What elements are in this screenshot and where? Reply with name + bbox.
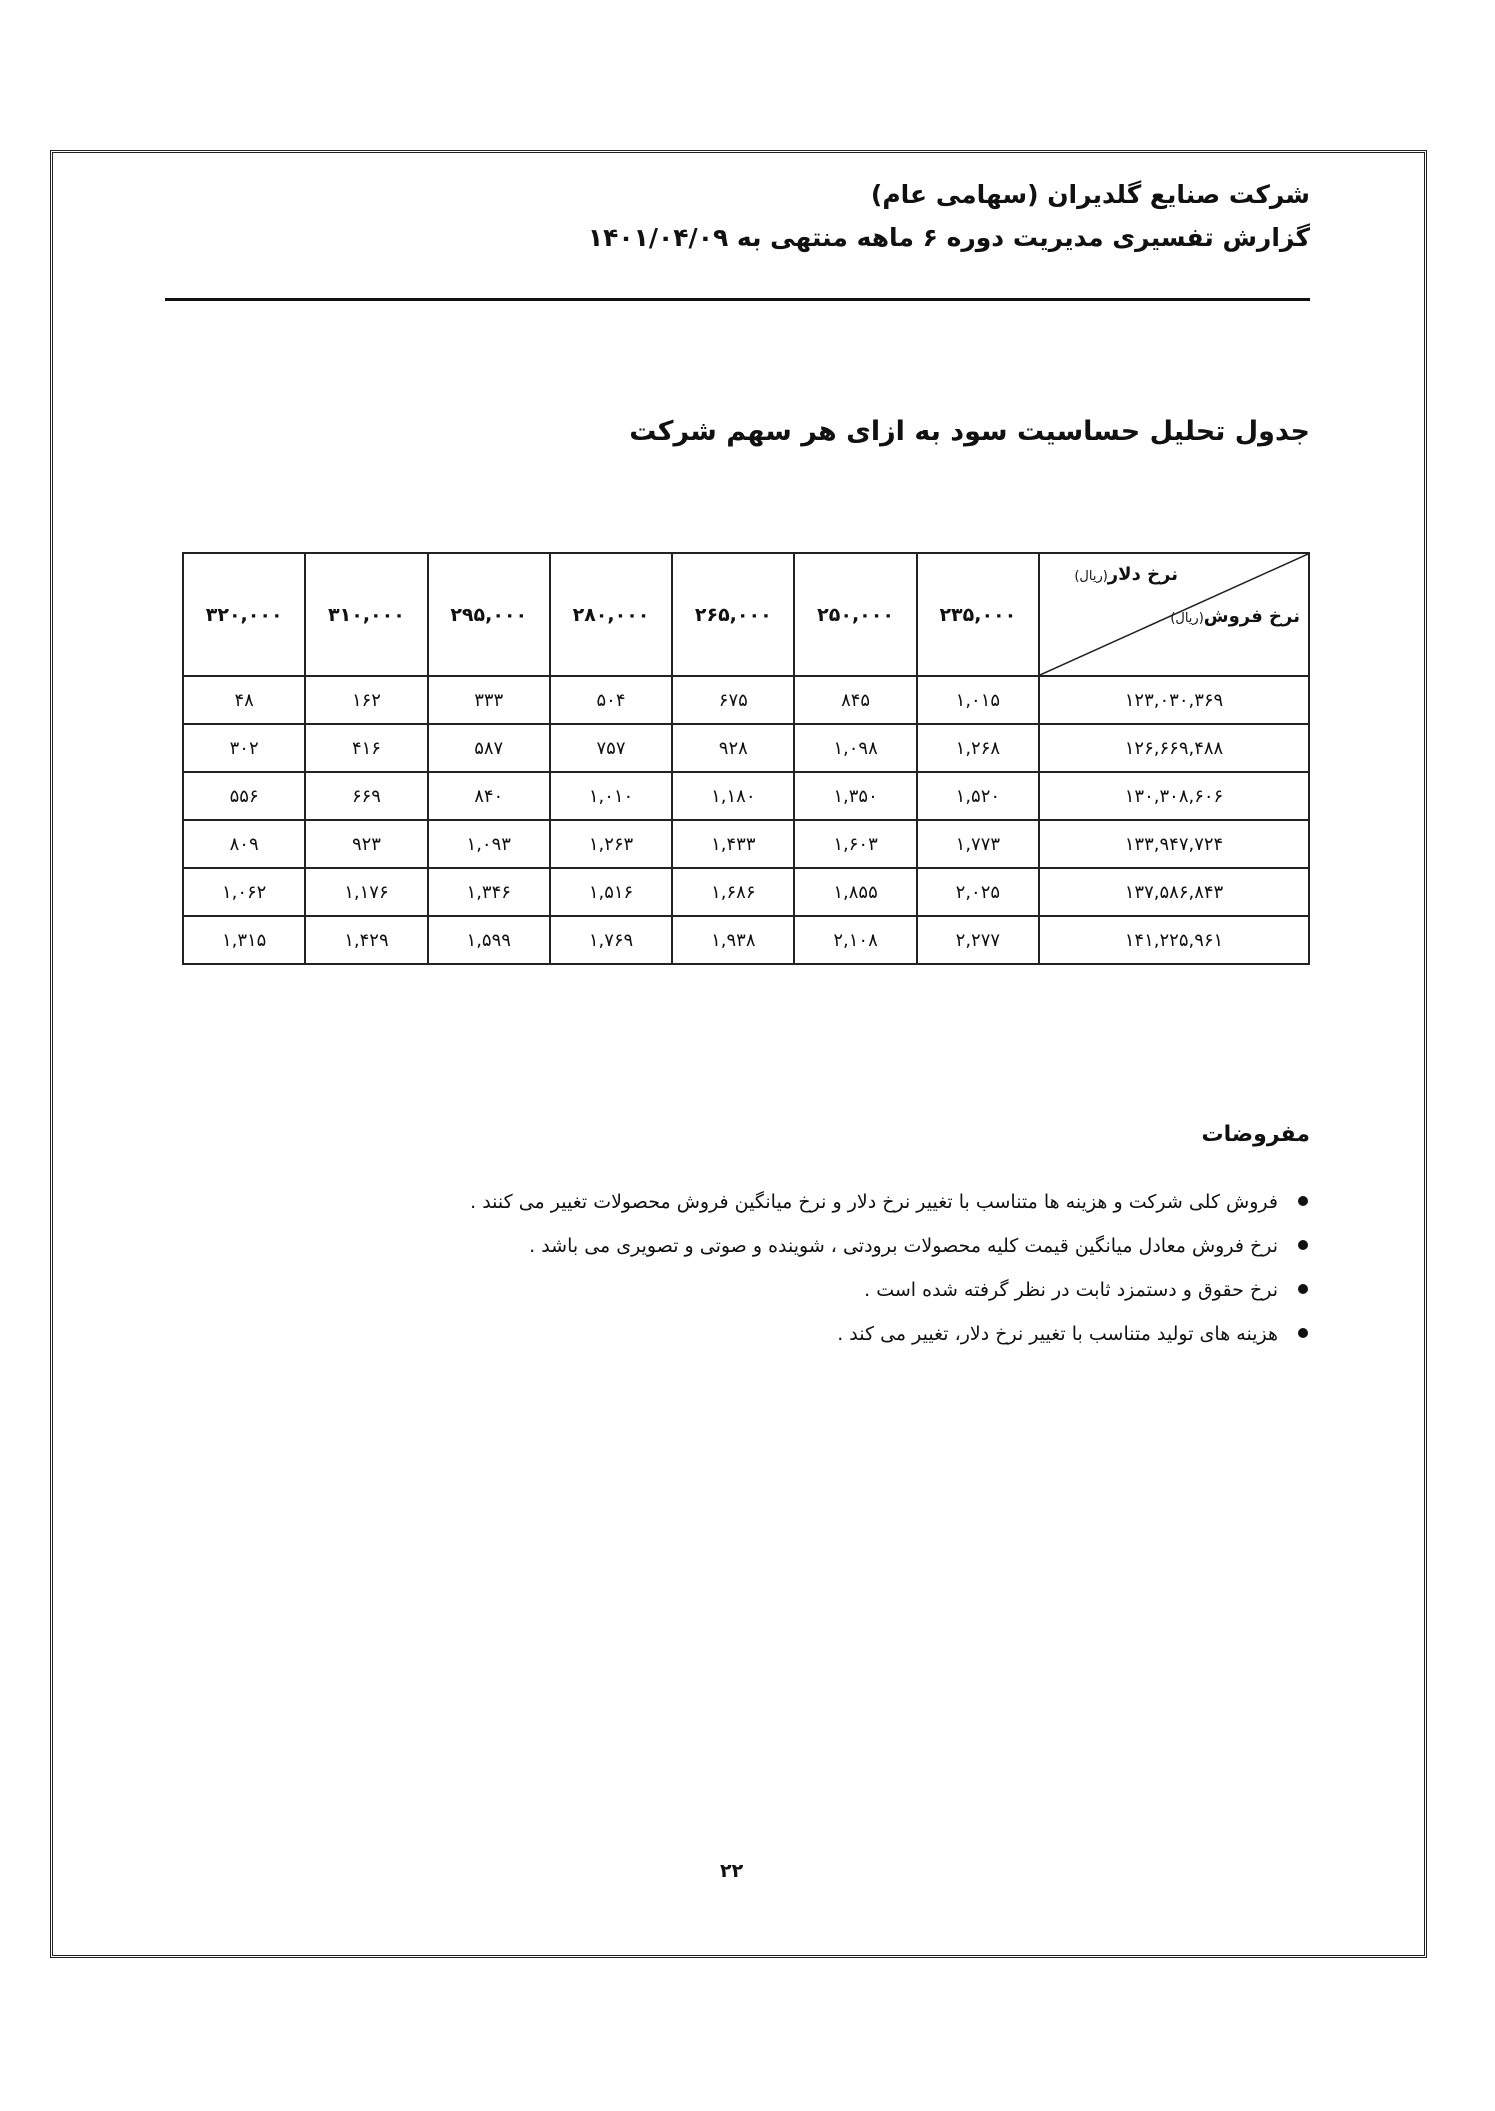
sales-rate-label xyxy=(1170,606,1300,627)
dollar-rate-unit: (ریال) xyxy=(1074,569,1108,584)
table-row xyxy=(183,772,1309,820)
table-cell: ۹۲۸ xyxy=(672,724,794,772)
table-cell: ۳۳۳ xyxy=(428,676,550,724)
column-header: ۲۸۰,۰۰۰ xyxy=(550,553,672,676)
list-item: هزینه های تولید متناسب با تغییر نرخ دلار، تغییر می کند . xyxy=(470,1312,1278,1356)
table-cell: ۵۸۷ xyxy=(428,724,550,772)
table-cell: ۹۲۳ xyxy=(305,820,427,868)
report-header xyxy=(588,180,1310,252)
table-cell: ۵۵۶ xyxy=(183,772,305,820)
table-cell: ۱,۰۶۲ xyxy=(183,868,305,916)
list-item: نرخ حقوق و دستمزد ثابت در نظر گرفته شده است . xyxy=(470,1268,1278,1312)
table-cell: ۱,۳۵۰ xyxy=(794,772,916,820)
table-cell: ۱,۷۷۳ xyxy=(917,820,1039,868)
list-item: نرخ فروش معادل میانگین قیمت کلیه محصولات برودتی ، شوینده و صوتی و تصویری می باشد . xyxy=(470,1224,1278,1268)
table-cell: ۷۵۷ xyxy=(550,724,672,772)
table-cell: ۱,۴۲۹ xyxy=(305,916,427,964)
table-cell: ۵۰۴ xyxy=(550,676,672,724)
column-header: ۳۲۰,۰۰۰ xyxy=(183,553,305,676)
table-cell: ۱,۴۳۳ xyxy=(672,820,794,868)
dollar-rate-label xyxy=(1074,564,1178,585)
table-cell: ۱,۸۵۵ xyxy=(794,868,916,916)
dollar-rate-text: نرخ دلار xyxy=(1107,564,1178,585)
table-cell: ۱,۲۶۸ xyxy=(917,724,1039,772)
corner-header-cell xyxy=(1039,553,1309,676)
table-cell: ۱,۶۸۶ xyxy=(672,868,794,916)
sales-rate-unit: (ریال) xyxy=(1170,611,1204,626)
page-number: ۲۲ xyxy=(720,1860,744,1882)
table-cell: ۱,۰۱۰ xyxy=(550,772,672,820)
table-row xyxy=(183,916,1309,964)
table-row xyxy=(183,724,1309,772)
table-cell: ۱,۳۱۵ xyxy=(183,916,305,964)
table-cell: ۴۱۶ xyxy=(305,724,427,772)
table-cell: ۴۸ xyxy=(183,676,305,724)
sales-rate-cell: ۱۳۰,۳۰۸,۶۰۶ xyxy=(1039,772,1309,820)
table-cell: ۶۷۵ xyxy=(672,676,794,724)
sales-rate-cell: ۱۳۷,۵۸۶,۸۴۳ xyxy=(1039,868,1309,916)
table-cell: ۱,۰۱۵ xyxy=(917,676,1039,724)
column-header: ۲۹۵,۰۰۰ xyxy=(428,553,550,676)
list-item: فروش کلی شرکت و هزینه ها متناسب با تغییر نرخ دلار و نرخ میانگین فروش محصولات تغییر می کنند . xyxy=(470,1180,1278,1224)
table-cell: ۱,۱۸۰ xyxy=(672,772,794,820)
table-cell: ۸۴۵ xyxy=(794,676,916,724)
column-header: ۲۶۵,۰۰۰ xyxy=(672,553,794,676)
table-cell: ۱,۹۳۸ xyxy=(672,916,794,964)
company-name: شرکت صنایع گلدیران (سهامی عام) xyxy=(870,180,1310,209)
table-cell: ۱,۳۴۶ xyxy=(428,868,550,916)
table-row xyxy=(183,676,1309,724)
sales-rate-text: نرخ فروش xyxy=(1203,606,1300,627)
table-cell: ۱,۷۶۹ xyxy=(550,916,672,964)
report-title: گزارش تفسیری مدیریت دوره ۶ ماهه منتهی به ۱۴۰۱/۰۴/۰۹ xyxy=(587,223,1310,252)
table-cell: ۸۰۹ xyxy=(183,820,305,868)
table-cell: ۱,۲۶۳ xyxy=(550,820,672,868)
table-cell: ۱۶۲ xyxy=(305,676,427,724)
sales-rate-cell: ۱۴۱,۲۲۵,۹۶۱ xyxy=(1039,916,1309,964)
table-row xyxy=(183,868,1309,916)
table-cell: ۲,۲۷۷ xyxy=(917,916,1039,964)
table-cell: ۶۶۹ xyxy=(305,772,427,820)
column-header: ۲۵۰,۰۰۰ xyxy=(794,553,916,676)
column-header: ۲۳۵,۰۰۰ xyxy=(917,553,1039,676)
table-cell: ۱,۵۹۹ xyxy=(428,916,550,964)
header-divider xyxy=(165,298,1310,301)
table-cell: ۱,۵۱۶ xyxy=(550,868,672,916)
table-cell: ۱,۶۰۳ xyxy=(794,820,916,868)
sales-rate-cell: ۱۲۶,۶۶۹,۴۸۸ xyxy=(1039,724,1309,772)
table-cell: ۱,۱۷۶ xyxy=(305,868,427,916)
table-title: جدول تحلیل حساسیت سود به ازای هر سهم شرکت xyxy=(629,416,1310,447)
table-cell: ۸۴۰ xyxy=(428,772,550,820)
table-cell: ۳۰۲ xyxy=(183,724,305,772)
assumptions-heading: مفروضات xyxy=(1201,1122,1310,1147)
table-cell: ۲,۱۰۸ xyxy=(794,916,916,964)
sales-rate-cell: ۱۳۳,۹۴۷,۷۲۴ xyxy=(1039,820,1309,868)
column-header: ۳۱۰,۰۰۰ xyxy=(305,553,427,676)
table-cell: ۱,۵۲۰ xyxy=(917,772,1039,820)
table-cell: ۲,۰۲۵ xyxy=(917,868,1039,916)
table-cell: ۱,۰۹۳ xyxy=(428,820,550,868)
table-row xyxy=(183,820,1309,868)
sensitivity-table xyxy=(182,552,1310,965)
table-header-row xyxy=(183,553,1309,676)
table-cell: ۱,۰۹۸ xyxy=(794,724,916,772)
assumptions-list xyxy=(470,1180,1310,1356)
sales-rate-cell: ۱۲۳,۰۳۰,۳۶۹ xyxy=(1039,676,1309,724)
